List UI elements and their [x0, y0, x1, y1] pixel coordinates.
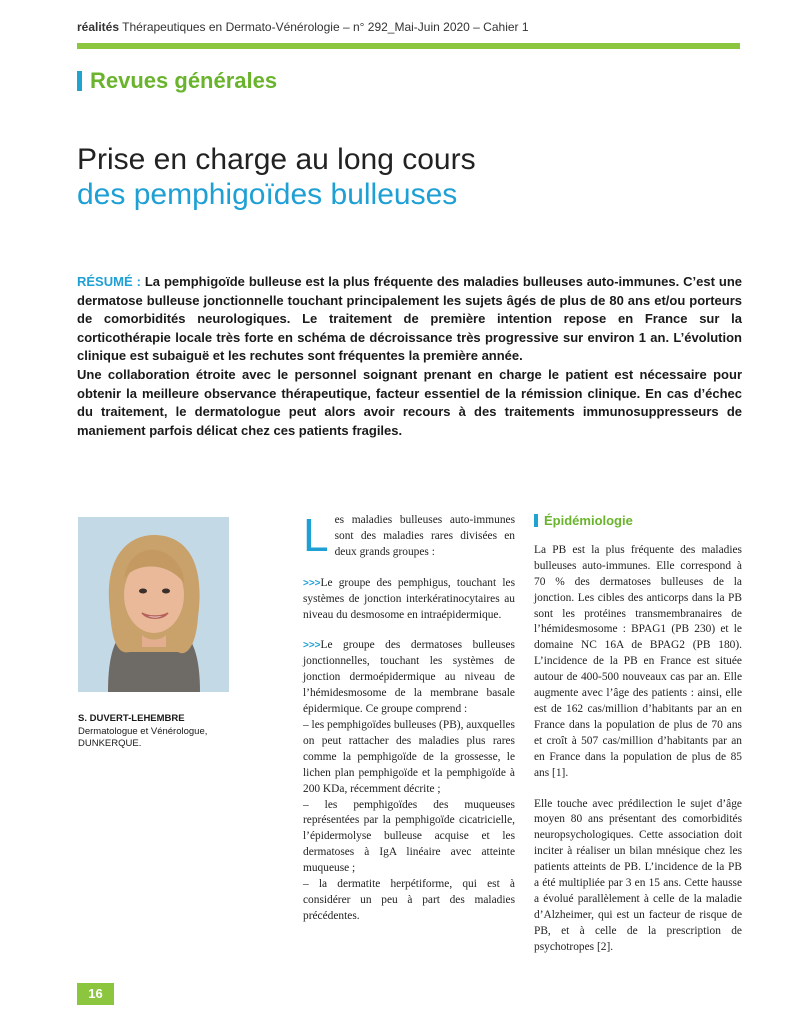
journal-brand: réalités — [77, 20, 120, 34]
page-number: 16 — [77, 983, 114, 1005]
triple-arrow-icon: >>> — [303, 577, 321, 589]
title-line-1: Prise en charge au long cours — [77, 143, 476, 176]
body-column-2 — [534, 513, 742, 971]
author-role: Dermatologue et Vénérologue, — [78, 725, 208, 737]
author-name: S. DUVERT-LEHEMBRE — [78, 713, 185, 724]
author-photo — [78, 517, 229, 692]
epidemiology-paragraph-2: Elle touche avec prédilection le sujet d’âge moyen 80 ans présentant des comorbidités neuropsychologiques. Cette association doit inciter à réaliser un bilan mnésique chez les patients atteints de PB. L’incidence de la PB a été multipliée par 3 en 15 ans. Cette hausse a évolué parallèlement à celle de la maladie d’Alzheimer, qui est un facteur de risque de PB, et à celle de la prescription de psychotropes [2]. — [534, 797, 742, 953]
subsection-title: Épidémiologie — [544, 513, 633, 528]
subsection-heading — [534, 513, 742, 529]
list-item — [303, 576, 515, 624]
section-tag — [77, 68, 277, 94]
running-header — [77, 20, 529, 34]
section-label: Revues générales — [90, 68, 278, 93]
triple-arrow-icon: >>> — [303, 640, 321, 652]
journal-issue: Thérapeutiques en Dermato-Vénérologie – n° 292_Mai-Juin 2020 – Cahier 1 — [122, 20, 529, 34]
abstract-paragraph-2: Une collaboration étroite avec le personnel soignant prenant en charge le patient est nécessaire pour obtenir la meilleure observance thérapeutique, facteur essentiel de la rémission clinique. En cas d’échec du traitement, le dermatologue peut alors avoir recours à des traitements immunosuppresseurs de maniement parfois délicat chez ces patients fragiles. — [77, 366, 742, 438]
author-city: DUNKERQUE. — [78, 738, 142, 749]
author-portrait-illustration — [78, 517, 229, 692]
intro-text: es maladies bulleuses auto-immunes sont des maladies rares divisées en deux grands groupes : — [334, 514, 515, 558]
dash-item-1: – les pemphigoïdes bulleuses (PB), auxquelles on peut rattacher des maladies plus rares comme la pemphigoïde de la grossesse, le lichen plan pemphigoïde et la pemphigoïde à 200 KDa, récemment décrite ; — [303, 718, 515, 795]
abstract — [77, 273, 742, 440]
abstract-paragraph-1 — [77, 273, 742, 366]
author-block — [78, 713, 238, 751]
list-item-text-1: Le groupe des pemphigus, touchant les systèmes de jonction interkératinocytaires au niveau du desmosome en intraépidermique. — [303, 576, 515, 621]
dash-item-3: – la dermatite herpétiforme, qui est à considérer un peu à part des maladies précédentes. — [303, 878, 515, 922]
body-column-1 — [303, 509, 515, 925]
list-item — [303, 638, 515, 718]
intro-paragraph — [303, 509, 515, 561]
abstract-text-1: La pemphigoïde bulleuse est la plus fréquente des maladies bulleuses auto-immunes. C’est une dermatose bulleuse jonctionnelle touchant principalement les sujets âgés de plus de 80 ans et/ou porteurs de comorbidités neurologiques. Le traitement de première intention repose en France sur la corticothérapie locale très forte en schéma de décroissance très progressive sur environ 1 an. L’évolution clinique est subaiguë et les rechutes sont fréquentes la première année. — [77, 274, 743, 364]
abstract-label: RÉSUMÉ : — [77, 274, 141, 289]
list-item-text-2: Le groupe des dermatoses bulleuses jonctionnelles, touchant les systèmes de jonction dermoépidermique au niveau de l’hémidesmosome de la membrane basale épidermique. Ce groupe comprend : — [303, 639, 515, 716]
drop-cap: L — [303, 509, 329, 561]
article-title — [77, 143, 740, 213]
subsection-marker — [534, 514, 538, 527]
section-marker — [77, 71, 82, 91]
epidemiology-paragraph-1: La PB est la plus fréquente des maladies bulleuses auto-immunes. Elle correspond à 70 % des dermatoses bulleuses de la jonction. Les cibles des anticorps dans la PB sont les protéines transmembranaires de l’hémidesmosome : BPAG1 (PB 230) et le domaine NC 16A de BPAG2 (PB 180). L’incidence de la PB en France est située autour de 400-500 nouveaux cas par an. Elle augmente avec l’âge des patients : ainsi, elle est de 162 cas/million d’habitants par an en France dans la population de plus de 70 ans et croît à 507 cas/million d’habitants par an en France dans la population de plus de 85 ans [1]. — [534, 543, 742, 779]
dash-item-2: – les pemphigoïdes des muqueuses représentées par la pemphigoïde cicatricielle, l’épidermolyse bulleuse acquise et les dermatoses à IgA linéaire avec atteinte muqueuse ; — [303, 798, 515, 875]
header-rule — [77, 43, 740, 49]
title-line-2: des pemphigoïdes bulleuses — [77, 178, 458, 211]
